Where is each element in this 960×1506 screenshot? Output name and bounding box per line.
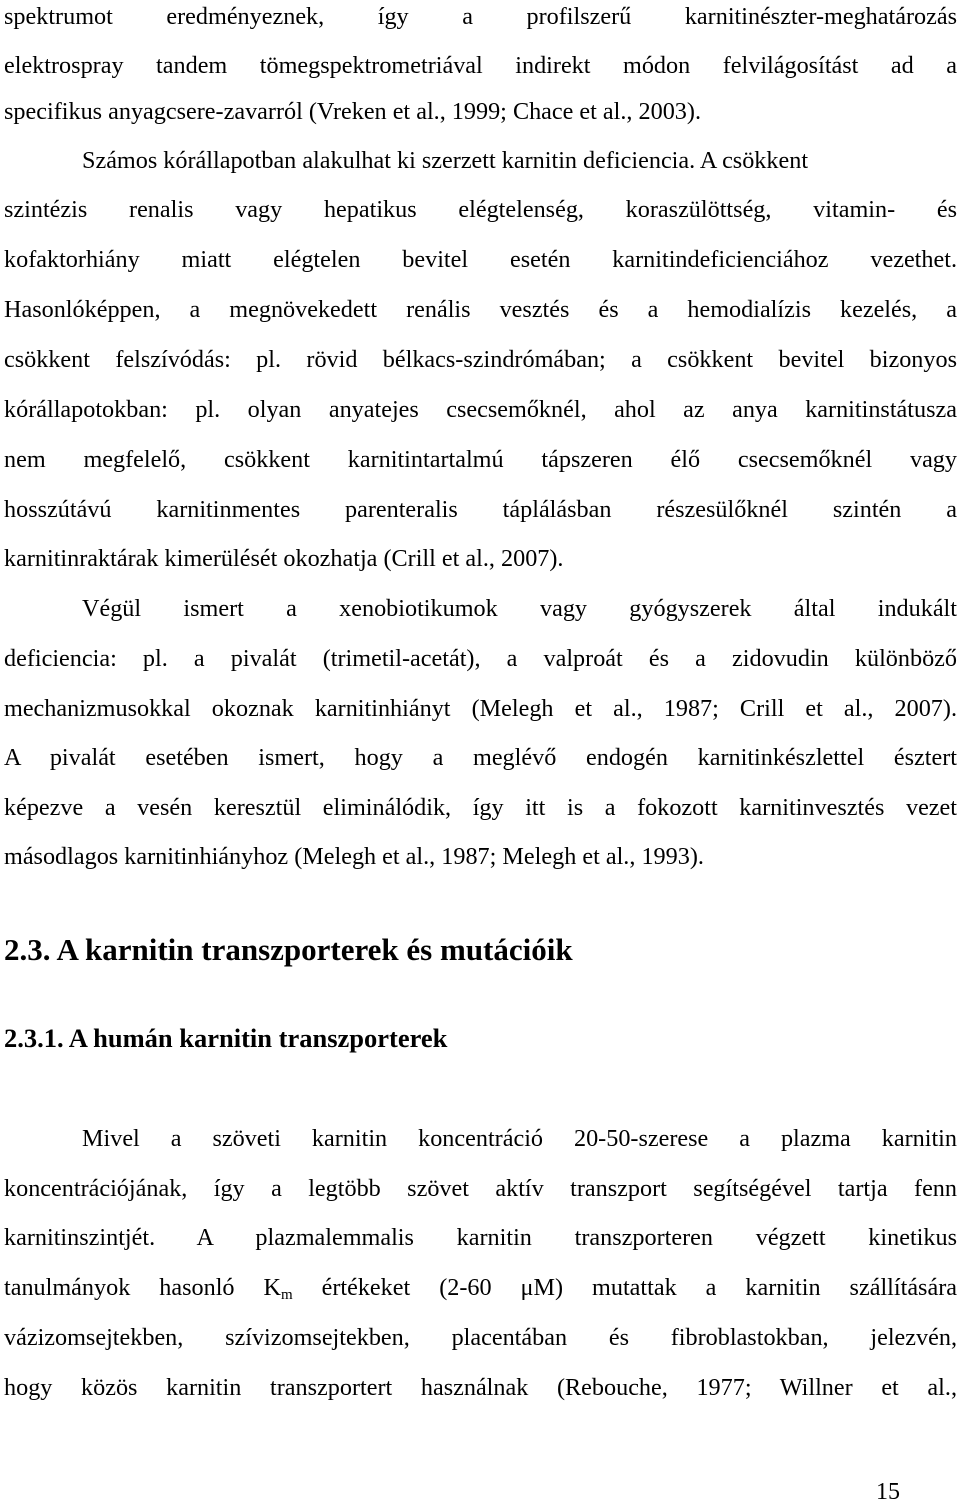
paragraph-line: mechanizmusokkal okoznak karnitinhiányt (Melegh et al., 1987; Crill et al., 2007).: [4, 695, 957, 722]
paragraph-line: deficiencia: pl. a pivalát (trimetil-acetát), a valproát és a zidovudin különböző: [4, 645, 957, 672]
paragraph-line: vázizomsejtekben, szívizomsejtekben, placentában és fibroblastokban, jelezvén,: [4, 1324, 957, 1351]
paragraph-line: másodlagos karnitinhiányhoz (Melegh et al., 1987; Melegh et al., 1993).: [4, 843, 704, 870]
paragraph-line: Mivel a szöveti karnitin koncentráció 20-50-szerese a plazma karnitin: [82, 1125, 957, 1152]
paragraph-line: kofaktorhiány miatt elégtelen bevitel esetén karnitindeficienciához vezethet.: [4, 246, 957, 273]
page-number: 15: [876, 1479, 900, 1505]
paragraph-line: karnitinszintjét. A plazmalemmalis karnitin transzporteren végzett kinetikus: [4, 1224, 957, 1251]
paragraph-line: hosszútávú karnitinmentes parenteralis táplálásban részesülőknél szintén a: [4, 496, 957, 523]
paragraph-line: specifikus anyagcsere-zavarról (Vreken et al., 1999; Chace et al., 2003).: [4, 98, 701, 125]
subscript-m: m: [280, 1287, 293, 1303]
paragraph-line: karnitinraktárak kimerülését okozhatja (Crill et al., 2007).: [4, 545, 564, 572]
paragraph-line: képezve a vesén keresztül eliminálódik, így itt is a fokozott karnitinvesztés vezet: [4, 794, 957, 821]
paragraph-line: kórállapotokban: pl. olyan anyatejes csecsemőknél, ahol az anya karnitinstátusza: [4, 396, 957, 423]
paragraph-line: Számos kórállapotban alakulhat ki szerzett karnitin deficiencia. A csökkent: [82, 147, 809, 174]
paragraph-line: koncentrációjának, így a legtöbb szövet aktív transzport segítségével tartja fenn: [4, 1175, 957, 1202]
paragraph-line: Végül ismert a xenobiotikumok vagy gyógyszerek által indukált: [82, 595, 957, 622]
paragraph-line: hogy közös karnitin transzportert használnak (Rebouche, 1977; Willner et al.,: [4, 1374, 957, 1401]
paragraph-line: csökkent felszívódás: pl. rövid bélkacs-szindrómában; a csökkent bevitel bizonyos: [4, 346, 957, 373]
subsection-heading: 2.3.1. A humán karnitin transzporterek: [4, 1023, 448, 1053]
line-text-after: értékeket (2-60 μM) mutattak a karnitin szállítására: [292, 1274, 958, 1301]
paragraph-line: [4, 1273, 957, 1303]
paragraph-line: szintézis renalis vagy hepatikus elégtelenség, koraszülöttség, vitamin- és: [4, 196, 957, 223]
paragraph-line: spektrumot eredményeznek, így a profilszerű karnitinészter-meghatározás: [4, 3, 957, 30]
section-heading: 2.3. A karnitin transzporterek és mutációik: [4, 932, 573, 967]
paragraph-line: Hasonlóképpen, a megnövekedett renális vesztés és a hemodialízis kezelés, a: [4, 296, 957, 323]
paragraph-line: A pivalát esetében ismert, hogy a meglévő endogén karnitinkészlettel észtert: [4, 744, 957, 771]
paragraph-line: nem megfelelő, csökkent karnitintartalmú tápszeren élő csecsemőknél vagy: [4, 446, 957, 473]
paragraph-line: elektrospray tandem tömegspektrometriával indirekt módon felvilágosítást ad a: [4, 52, 957, 79]
line-text-before: tanulmányok hasonló K: [4, 1274, 281, 1301]
